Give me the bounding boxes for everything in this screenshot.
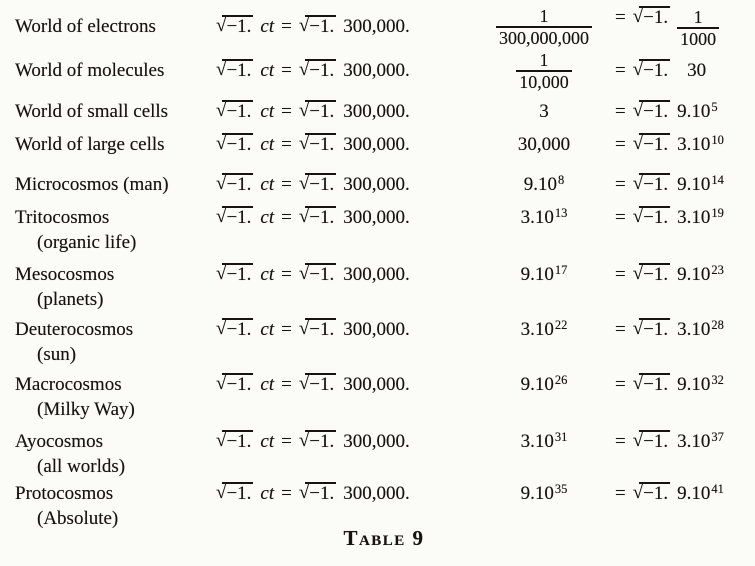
value-exponent: 35 <box>554 482 568 496</box>
ct-term: ct <box>260 207 275 228</box>
speed-of-light-value: 300,000. <box>343 174 410 195</box>
result-expression <box>615 429 755 456</box>
value-number <box>521 207 568 228</box>
world-label: Ayocosmos <box>15 431 103 452</box>
radicand: −1. <box>307 205 336 231</box>
speed-of-light-value: 300,000. <box>343 16 410 37</box>
result-expression <box>615 132 755 159</box>
value-number <box>524 174 565 195</box>
equals-sign: = <box>281 101 292 122</box>
sqrt-sign <box>216 481 253 507</box>
radical-icon: √ <box>298 100 310 121</box>
formula-expression <box>216 262 473 288</box>
radical-icon: √ <box>216 263 227 284</box>
formula-expression <box>216 58 473 84</box>
equals-sign: = <box>281 374 292 395</box>
ct-term: ct <box>260 483 275 504</box>
result-exponent: 5 <box>711 100 718 114</box>
radicand: −1. <box>307 132 336 158</box>
sqrt-sign <box>299 99 336 125</box>
sqrt-sign <box>633 481 670 507</box>
radical-icon: √ <box>632 373 644 394</box>
speed-of-light-value: 300,000. <box>343 374 410 395</box>
equals-sign: = <box>281 319 292 340</box>
result-exponent: 14 <box>711 173 724 187</box>
world-sublabel: (Absolute) <box>37 508 119 529</box>
world-label: World of molecules <box>15 60 165 81</box>
radical-icon: √ <box>298 173 310 194</box>
radicand: −1. <box>224 262 253 288</box>
radical-icon: √ <box>216 133 227 154</box>
table-row <box>12 99 755 126</box>
fraction <box>677 7 719 49</box>
equals-sign: = <box>615 483 626 504</box>
sqrt-sign <box>299 481 336 507</box>
value-base: 3.10 <box>520 207 554 228</box>
equals-sign: = <box>281 16 292 37</box>
radicand: −1. <box>641 58 670 84</box>
speed-of-light-value: 300,000. <box>343 207 410 228</box>
fraction-numerator: 1 <box>496 6 592 28</box>
sqrt-sign <box>299 262 336 288</box>
equals-sign: = <box>615 174 626 195</box>
sqrt-sign <box>633 262 670 288</box>
table-row <box>12 317 755 367</box>
radical-icon: √ <box>632 482 644 503</box>
radicand: −1. <box>307 481 336 507</box>
speed-of-light-value: 300,000. <box>343 101 410 122</box>
result-expression <box>615 317 755 344</box>
radicand: −1. <box>307 372 336 398</box>
speed-of-light-value: 300,000. <box>343 431 410 452</box>
equals-sign: = <box>281 60 292 81</box>
result-exponent: 41 <box>711 482 724 496</box>
radical-icon: √ <box>216 206 227 227</box>
result-exponent: 28 <box>711 318 724 332</box>
period-value <box>473 317 615 344</box>
value-base: 3.10 <box>520 431 554 452</box>
sqrt-sign <box>633 317 670 343</box>
radicand: −1. <box>307 262 336 288</box>
sqrt-sign <box>633 132 670 158</box>
world-label: Tritocosmos <box>15 207 110 228</box>
sqrt-sign <box>633 99 670 125</box>
sqrt-sign <box>216 58 253 84</box>
result-number <box>677 429 724 456</box>
radical-icon: √ <box>298 133 310 154</box>
radical-icon: √ <box>298 318 310 339</box>
equals-sign: = <box>615 207 626 228</box>
speed-of-light-value: 300,000. <box>343 483 410 504</box>
result-number <box>677 262 724 289</box>
table-row <box>12 205 755 255</box>
world-label: World of small cells <box>15 101 169 122</box>
table-row <box>12 50 755 92</box>
ct-term: ct <box>260 319 275 340</box>
sqrt-sign <box>216 99 253 125</box>
formula-expression <box>216 372 473 398</box>
result-expression <box>615 5 755 49</box>
result-expression <box>615 262 755 289</box>
radical-icon: √ <box>298 373 310 394</box>
speed-of-light-value: 300,000. <box>343 134 410 155</box>
result-base: 3.10 <box>677 319 711 340</box>
radical-icon: √ <box>632 6 644 27</box>
value-base: 3.10 <box>520 319 554 340</box>
fraction <box>516 50 572 92</box>
sqrt-sign <box>299 58 336 84</box>
sqrt-sign <box>633 205 670 231</box>
world-label: World of electrons <box>15 16 156 37</box>
radical-icon: √ <box>298 482 310 503</box>
result-base: 9.10 <box>677 264 711 285</box>
result-expression <box>615 205 755 232</box>
result-exponent: 19 <box>711 206 724 220</box>
equals-sign: = <box>281 264 292 285</box>
radicand: −1. <box>307 58 336 84</box>
result-expression <box>615 481 755 508</box>
value-exponent: 31 <box>554 430 568 444</box>
radical-icon: √ <box>632 430 644 451</box>
radicand: −1. <box>641 172 670 198</box>
radical-icon: √ <box>216 59 227 80</box>
radicand: −1. <box>307 172 336 198</box>
sqrt-sign <box>299 14 336 40</box>
radicand: −1. <box>224 132 253 158</box>
radical-icon: √ <box>216 373 227 394</box>
result-base: 9.10 <box>677 101 711 122</box>
equals-sign: = <box>615 134 626 155</box>
sqrt-sign <box>299 372 336 398</box>
radical-icon: √ <box>298 263 310 284</box>
equals-sign: = <box>615 60 626 81</box>
result-expression <box>615 172 755 199</box>
equals-sign: = <box>281 483 292 504</box>
value-number <box>521 483 568 504</box>
sqrt-sign <box>633 172 670 198</box>
sqrt-sign <box>216 372 253 398</box>
period-value <box>473 99 615 125</box>
radicand: −1. <box>224 205 253 231</box>
table-row <box>12 262 755 312</box>
result-expression <box>615 58 755 84</box>
sqrt-sign <box>299 172 336 198</box>
radicand: −1. <box>641 372 670 398</box>
world-label: Macrocosmos <box>15 374 122 395</box>
fraction-denominator: 300,000,000 <box>499 28 589 48</box>
radical-icon: √ <box>216 318 227 339</box>
radicand: −1. <box>641 99 670 125</box>
sqrt-sign <box>216 262 253 288</box>
radicand: −1. <box>641 481 670 507</box>
radical-icon: √ <box>632 206 644 227</box>
value-exponent: 13 <box>554 206 568 220</box>
ct-term: ct <box>260 101 275 122</box>
radical-icon: √ <box>298 206 310 227</box>
value-number <box>521 431 568 452</box>
period-value <box>473 481 615 508</box>
radicand: −1. <box>224 99 253 125</box>
result-base: 3.10 <box>677 431 711 452</box>
value-exponent: 26 <box>554 373 568 387</box>
radicand: −1. <box>224 481 253 507</box>
formula-expression <box>216 205 473 231</box>
sqrt-sign <box>633 372 670 398</box>
radical-icon: √ <box>216 482 227 503</box>
sqrt-sign <box>216 205 253 231</box>
table-row <box>12 4 755 50</box>
sqrt-sign <box>216 429 253 455</box>
fraction <box>496 6 592 48</box>
world-label: World of large cells <box>15 134 165 155</box>
world-sublabel: (planets) <box>37 289 104 310</box>
radical-icon: √ <box>216 430 227 451</box>
formula-expression <box>216 132 473 158</box>
radicand: −1. <box>641 132 670 158</box>
table-row <box>12 172 755 199</box>
radical-icon: √ <box>632 133 644 154</box>
formula-expression <box>216 481 473 507</box>
value-base: 9.10 <box>520 483 554 504</box>
period-value <box>473 50 615 92</box>
fraction-numerator: 1 <box>677 7 719 29</box>
radicand: −1. <box>224 317 253 343</box>
radicand: −1. <box>224 58 253 84</box>
equals-sign: = <box>615 374 626 395</box>
radicand: −1. <box>307 317 336 343</box>
table-caption: Table 9 <box>343 526 425 550</box>
sqrt-sign <box>633 5 670 31</box>
result-base: 9.10 <box>677 483 711 504</box>
fraction-numerator: 1 <box>516 50 572 72</box>
value-exponent: 22 <box>554 318 568 332</box>
fraction-denominator: 10,000 <box>519 72 569 92</box>
formula-expression <box>216 429 473 455</box>
value-base: 9.10 <box>520 374 554 395</box>
result-exponent: 32 <box>711 373 724 387</box>
world-sublabel: (organic life) <box>37 232 137 253</box>
radicand: −1. <box>641 429 670 455</box>
equals-sign: = <box>615 319 626 340</box>
radicand: −1. <box>307 99 336 125</box>
world-label: Deuterocosmos <box>15 319 134 340</box>
value-exponent: 17 <box>554 263 568 277</box>
result-exponent: 37 <box>711 430 724 444</box>
result-number <box>677 372 724 399</box>
result-number <box>677 172 724 199</box>
equals-sign: = <box>281 207 292 228</box>
table-row <box>12 429 755 479</box>
radical-icon: √ <box>298 59 310 80</box>
radicand: −1. <box>641 5 670 31</box>
equals-sign: = <box>615 431 626 452</box>
period-value <box>473 6 615 48</box>
equals-sign: = <box>281 431 292 452</box>
radicand: −1. <box>641 205 670 231</box>
radicand: −1. <box>307 14 336 40</box>
world-label: Protocosmos <box>15 483 114 504</box>
speed-of-light-value: 300,000. <box>343 60 410 81</box>
result-number <box>677 317 724 344</box>
value-base: 9.10 <box>520 264 554 285</box>
value-number: 30,000 <box>517 134 571 155</box>
sqrt-sign <box>216 317 253 343</box>
radicand: −1. <box>224 372 253 398</box>
radical-icon: √ <box>216 100 227 121</box>
ct-term: ct <box>260 16 275 37</box>
world-label: Microcosmos (man) <box>15 174 169 195</box>
value-base: 9.10 <box>523 174 557 195</box>
equals-sign: = <box>281 134 292 155</box>
sqrt-sign <box>216 132 253 158</box>
formula-expression <box>216 317 473 343</box>
result-number <box>677 481 724 508</box>
radicand: −1. <box>224 172 253 198</box>
ct-term: ct <box>260 174 275 195</box>
radical-icon: √ <box>216 173 227 194</box>
sqrt-sign <box>299 132 336 158</box>
table-row <box>12 132 755 159</box>
formula-expression <box>216 99 473 125</box>
result-number <box>677 205 724 232</box>
period-value <box>473 205 615 232</box>
sqrt-sign <box>216 14 253 40</box>
radicand: −1. <box>307 429 336 455</box>
ct-term: ct <box>260 264 275 285</box>
result-base: 9.10 <box>677 374 711 395</box>
radical-icon: √ <box>632 173 644 194</box>
result-expression <box>615 372 755 399</box>
fraction-denominator: 1000 <box>680 29 717 49</box>
speed-of-light-value: 300,000. <box>343 319 410 340</box>
value-number: 3 <box>539 101 549 122</box>
speed-of-light-value: 300,000. <box>343 264 410 285</box>
formula-expression <box>216 14 473 40</box>
radical-icon: √ <box>632 263 644 284</box>
world-sublabel: (all worlds) <box>37 456 126 477</box>
ct-term: ct <box>260 374 275 395</box>
radical-icon: √ <box>298 430 310 451</box>
radicand: −1. <box>641 262 670 288</box>
sqrt-sign <box>633 429 670 455</box>
equals-sign: = <box>615 264 626 285</box>
result-base: 3.10 <box>677 134 711 155</box>
world-sublabel: (sun) <box>37 344 77 365</box>
value-number <box>521 264 568 285</box>
result-expression <box>615 99 755 126</box>
radical-icon: √ <box>632 59 644 80</box>
result-number <box>677 132 724 159</box>
period-value <box>473 132 615 158</box>
world-sublabel: (Milky Way) <box>37 399 135 420</box>
formula-expression <box>216 172 473 198</box>
result-base: 3.10 <box>677 207 711 228</box>
sqrt-sign <box>299 429 336 455</box>
sqrt-sign <box>299 317 336 343</box>
equals-sign: = <box>281 174 292 195</box>
world-label: Mesocosmos <box>15 264 115 285</box>
equals-sign: = <box>615 101 626 122</box>
sqrt-sign <box>299 205 336 231</box>
radicand: −1. <box>641 317 670 343</box>
period-value <box>473 372 615 399</box>
radicand: −1. <box>224 429 253 455</box>
ct-term: ct <box>260 60 275 81</box>
table-row <box>12 481 755 531</box>
radical-icon: √ <box>632 318 644 339</box>
period-value <box>473 172 615 199</box>
value-exponent: 8 <box>558 173 565 187</box>
radical-icon: √ <box>216 15 227 36</box>
radicand: −1. <box>224 14 253 40</box>
result-number: 30 <box>687 60 707 81</box>
value-number <box>521 319 568 340</box>
result-base: 9.10 <box>677 174 711 195</box>
radical-icon: √ <box>298 15 310 36</box>
result-exponent: 10 <box>711 133 724 147</box>
value-number <box>521 374 568 395</box>
ct-term: ct <box>260 134 275 155</box>
result-number <box>677 99 718 126</box>
period-value <box>473 262 615 289</box>
table-row <box>12 372 755 422</box>
result-exponent: 23 <box>711 263 724 277</box>
equals-sign: = <box>615 7 626 28</box>
sqrt-sign <box>633 58 670 84</box>
radical-icon: √ <box>632 100 644 121</box>
period-value <box>473 429 615 456</box>
sqrt-sign <box>216 172 253 198</box>
ct-term: ct <box>260 431 275 452</box>
